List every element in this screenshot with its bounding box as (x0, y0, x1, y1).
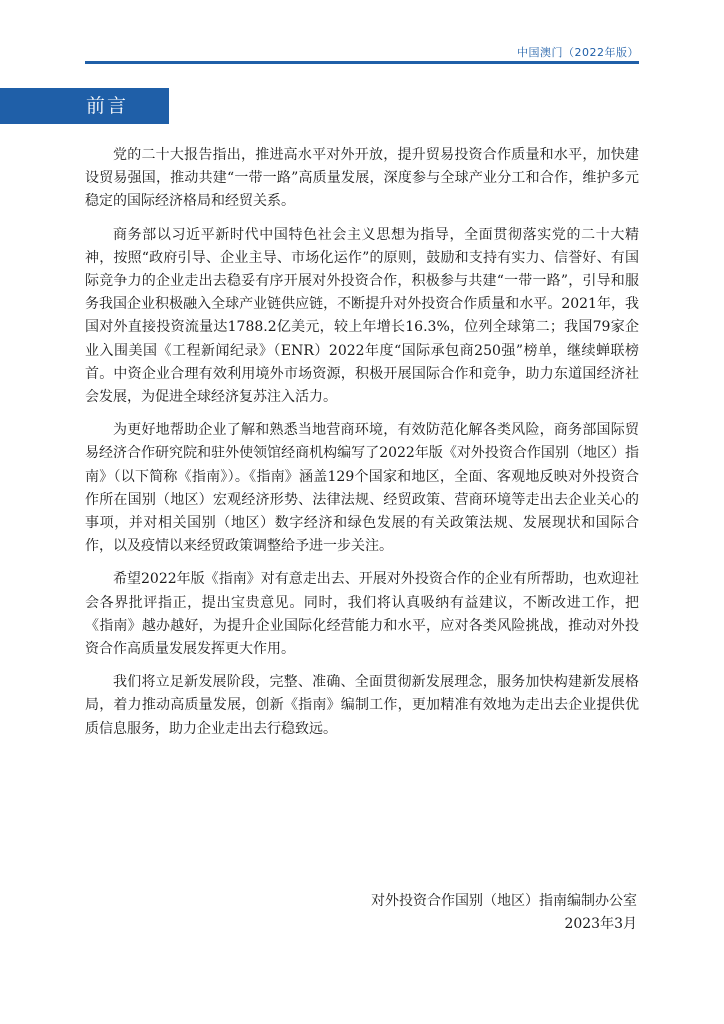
running-header-title: 中国澳门（2022年版） (517, 46, 639, 59)
section-title: 前言 (86, 95, 129, 117)
signature-date: 2023年3月 (564, 916, 637, 932)
paragraph-2: 商务部以习近平新时代中国特色社会主义思想为指导，全面贯彻落实党的二十大精神，按照“政府引导、企业主导、市场化运作”的原则，鼓励和支持有实力、信誉好、有国际竞争力的企业走出去稳妥有序开展对外投资合作，积极参与共建“一带一路”，引导和服务我国企业积极融入全球产业链供应链，不断提升对外投资合作质量和水平。2021年，我国对外直接投资流量达1788.2亿美元，较上年增长16.3%，位列全球第二；我国79家企业入围美国《工程新闻纪录》（ENR）2022年度“国际承包商250强”榜单，继续蝉联榜首。中资企业合理有效利用境外市场资源，积极开展国际合作和竞争，助力东道国经济社会发展，为促进全球经济复苏注入活力。 (85, 226, 639, 406)
paragraph-1: 党的二十大报告指出，推进高水平对外开放，提升贸易投资合作质量和水平，加快建设贸易强国，推动共建“一带一路”高质量发展，深度参与全球产业分工和合作，维护多元稳定的国际经济格局和经贸关系。 (85, 147, 639, 210)
signature-office: 对外投资合作国别（地区）指南编制办公室 (371, 893, 637, 909)
body-text (85, 144, 639, 741)
header-rule (85, 61, 639, 64)
paragraph-5: 我们将立足新发展阶段，完整、准确、全面贯彻新发展理念，服务加快构建新发展格局，着力推动高质量发展，创新《指南》编制工作，更加精准有效地为走出去企业提供优质信息服务，助力企业走出去行稳致远。 (85, 674, 639, 737)
paragraph-3: 为更好地帮助企业了解和熟悉当地营商环境，有效防范化解各类风险，商务部国际贸易经济合作研究院和驻外使领馆经商机构编写了2022年版《对外投资合作国别（地区）指南》（以下简称《指南》）。《指南》涵盖129个国家和地区，全面、客观地反映对外投资合作所在国别（地区）宏观经济形势、法律法规、经贸政策、营商环境等走出去企业关心的事项，并对相关国别（地区）数字经济和绿色发展的有关政策法规、发展现状和国际合作，以及疫情以来经贸政策调整给予进一步关注。 (85, 422, 639, 555)
section-banner (0, 88, 169, 124)
paragraph-4: 希望2022年版《指南》对有意走出去、开展对外投资合作的企业有所帮助，也欢迎社会各界批评指正，提出宝贵意见。同时，我们将认真吸纳有益建议，不断改进工作，把《指南》越办越好，为提升企业国际化经营能力和水平，应对各类风险挑战，推动对外投资合作高质量发展发挥更大作用。 (85, 571, 639, 658)
signature-block (371, 890, 637, 936)
